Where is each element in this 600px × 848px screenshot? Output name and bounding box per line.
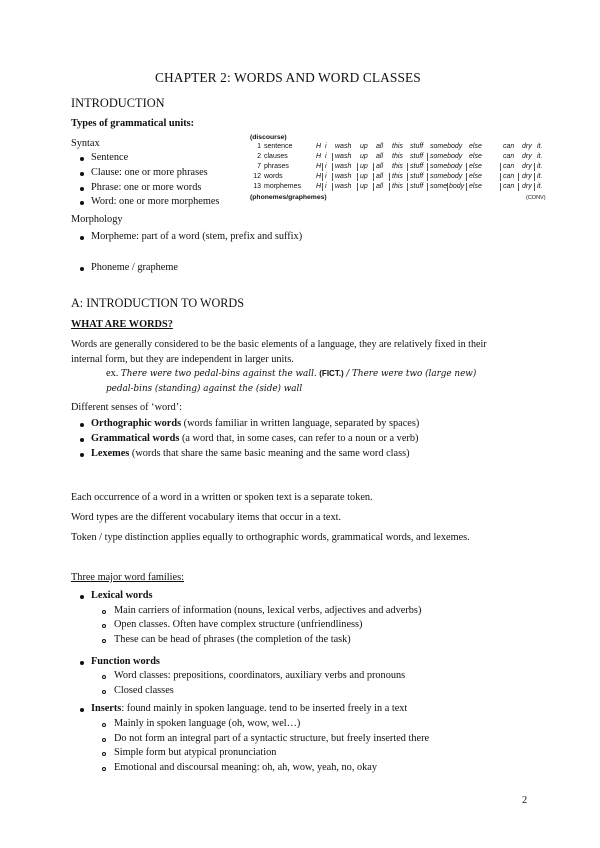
inserts-line: [91, 702, 407, 716]
unit-boundary: [389, 183, 390, 191]
morphology-item: Phoneme / grapheme: [91, 262, 178, 273]
sense-term: Lexemes: [91, 448, 130, 459]
unit-boundary: [427, 173, 428, 181]
bullet-icon: [80, 172, 84, 176]
unit-word: up: [360, 183, 368, 190]
unit-word: all: [376, 173, 384, 180]
unit-word: this: [392, 143, 403, 150]
row-name: words: [264, 173, 283, 180]
inserts-item: Do not form an integral part of a syntactic structure, but freely inserted there: [114, 733, 430, 744]
row-number: 7: [257, 163, 261, 170]
unit-word: dry: [522, 153, 532, 160]
lexical-item: These can be head of phrases (the completion of the task): [114, 634, 351, 645]
types-line: Word types are the different vocabulary items that occur in a text.: [71, 512, 342, 523]
families-heading: Three major word families:: [71, 572, 184, 583]
unit-word: body: [449, 183, 465, 190]
unit-word: H: [316, 163, 322, 170]
unit-word: it.: [537, 173, 543, 180]
unit-word: stuff: [410, 183, 424, 190]
unit-word: somebody: [430, 143, 463, 150]
unit-word: stuff: [410, 143, 424, 150]
unit-boundary: [332, 183, 333, 191]
unit-boundary: [322, 183, 323, 191]
unit-word: some: [430, 183, 448, 190]
unit-boundary: [332, 173, 333, 181]
unit-word: dry: [522, 183, 532, 190]
unit-word: up: [360, 163, 368, 170]
unit-word: H: [316, 143, 322, 150]
row-name: phrases: [264, 163, 289, 170]
unit-boundary: [500, 163, 501, 171]
unit-word: can: [503, 163, 515, 170]
unit-word: H: [316, 173, 322, 180]
sense-desc: (words familiar in written language, separated by spaces): [181, 418, 420, 429]
para1-line2: internal form, but they are independent in larger units.: [71, 354, 294, 365]
unit-word: this: [392, 183, 403, 190]
circle-bullet-icon: [102, 675, 106, 679]
function-item: Closed classes: [114, 685, 174, 696]
lexical-item: Main carriers of information (nouns, lexical verbs, adjectives and adverbs): [114, 605, 422, 616]
unit-boundary: [466, 163, 467, 171]
unit-word: i: [325, 183, 327, 190]
unit-word: i: [325, 153, 327, 160]
unit-boundary: [373, 183, 374, 191]
unit-word: all: [376, 163, 384, 170]
conv-tag: (CONV): [526, 195, 546, 201]
unit-word: dry: [522, 143, 532, 150]
unit-word: else: [469, 153, 482, 160]
unit-boundary: [357, 183, 358, 191]
unit-word: dry: [522, 173, 532, 180]
bullet-icon: [80, 201, 84, 205]
unit-word: dry: [522, 163, 532, 170]
unit-word: can: [503, 143, 515, 150]
lexical-item: Open classes. Often have complex structure (unfriendliness): [114, 619, 363, 630]
sense-item: [91, 447, 410, 461]
unit-word: else: [469, 143, 482, 150]
intro-heading: INTRODUCTION: [71, 96, 165, 110]
unit-word: it.: [537, 143, 543, 150]
unit-boundary: [427, 183, 428, 191]
example-sentence: There were two pedal-bins against the wall.: [120, 369, 317, 379]
page-number: 2: [522, 795, 528, 806]
inserts-title: Inserts: [91, 703, 122, 714]
unit-word: somebody: [430, 153, 463, 160]
row-number: 2: [257, 153, 261, 160]
row-name: morphemes: [264, 183, 301, 190]
unit-word: up: [360, 173, 368, 180]
unit-word: stuff: [410, 153, 424, 160]
unit-boundary: [357, 173, 358, 181]
unit-boundary: [447, 183, 448, 191]
unit-word: somebody: [430, 163, 463, 170]
unit-word: else: [469, 183, 482, 190]
unit-word: wash: [335, 153, 352, 160]
example-line2: pedal-bins (standing) against the (side) wall: [106, 384, 303, 394]
sense-term: Grammatical words: [91, 433, 180, 444]
syntax-item: Phrase: one or more words: [91, 182, 202, 193]
unit-word: H: [316, 183, 322, 190]
bullet-icon: [80, 453, 84, 457]
unit-boundary: [322, 173, 323, 181]
unit-boundary: [534, 173, 535, 181]
row-number: 13: [253, 183, 261, 190]
function-title: Function words: [91, 656, 160, 667]
unit-word: it.: [537, 163, 543, 170]
unit-boundary: [389, 173, 390, 181]
inserts-desc: : found mainly in spoken language. tend to be inserted freely in a text: [121, 703, 408, 714]
unit-word: all: [376, 143, 384, 150]
unit-boundary: [407, 183, 408, 191]
types-label: Types of grammatical units:: [71, 118, 195, 129]
sense-desc: (words that share the same basic meaning and the same word class): [129, 448, 410, 459]
sense-item: [91, 417, 419, 431]
syntax-item: Word: one or more morphemes: [91, 196, 220, 207]
bullet-icon: [80, 595, 84, 599]
function-item: Word classes: prepositions, coordinators, auxiliary verbs and pronouns: [114, 670, 406, 681]
syntax-item: Clause: one or more phrases: [91, 167, 208, 178]
unit-word: i: [325, 163, 327, 170]
unit-word: wash: [335, 183, 352, 190]
unit-word: somebody: [430, 173, 463, 180]
bullet-icon: [80, 187, 84, 191]
morphology-item: Morpheme: part of a word (stem, prefix and suffix): [91, 231, 303, 242]
unit-boundary: [500, 183, 501, 191]
circle-bullet-icon: [102, 752, 106, 756]
unit-boundary: [518, 173, 519, 181]
example-expanded: / There were two (large new): [346, 369, 477, 379]
unit-boundary: [373, 173, 374, 181]
bullet-icon: [80, 438, 84, 442]
unit-boundary: [534, 163, 535, 171]
circle-bullet-icon: [102, 723, 106, 727]
unit-boundary: [332, 153, 333, 161]
unit-boundary: [332, 163, 333, 171]
unit-boundary: [534, 183, 535, 191]
sense-term: Orthographic words: [91, 418, 182, 429]
unit-boundary: [357, 163, 358, 171]
row-number: 12: [253, 173, 261, 180]
unit-word: can: [503, 153, 515, 160]
unit-boundary: [407, 173, 408, 181]
what-are-words-heading: WHAT ARE WORDS?: [71, 319, 173, 330]
senses-label: Different senses of ‘word’:: [71, 402, 183, 413]
unit-boundary: [322, 163, 323, 171]
unit-word: all: [376, 183, 384, 190]
morphology-label: Morphology: [71, 214, 123, 225]
token-line: Each occurrence of a word in a written or spoken text is a separate token.: [71, 492, 373, 503]
unit-word: this: [392, 163, 403, 170]
unit-word: else: [469, 173, 482, 180]
unit-word: wash: [335, 173, 352, 180]
circle-bullet-icon: [102, 610, 106, 614]
unit-word: it.: [537, 183, 543, 190]
distinction-line: Token / type distinction applies equally to orthographic words, grammatical words, and lexemes.: [71, 532, 470, 543]
syntax-item: Sentence: [91, 152, 129, 163]
sense-desc: (a word that, in some cases, can refer to a noun or a verb): [179, 433, 419, 444]
unit-word: stuff: [410, 163, 424, 170]
unit-word: this: [392, 173, 403, 180]
unit-word: all: [376, 153, 384, 160]
unit-word: i: [325, 173, 327, 180]
row-name: sentence: [264, 143, 293, 150]
unit-boundary: [373, 163, 374, 171]
inserts-item: Emotional and discoursal meaning: oh, ah, wow, yeah, no, okay: [114, 762, 377, 773]
circle-bullet-icon: [102, 767, 106, 771]
para1-line1: Words are generally considered to be the basic elements of a language, they are relatively fixed in their: [71, 339, 487, 350]
fict-tag: (FICT.): [319, 369, 344, 378]
unit-boundary: [427, 153, 428, 161]
unit-word: it.: [537, 153, 543, 160]
bullet-icon: [80, 423, 84, 427]
circle-bullet-icon: [102, 639, 106, 643]
bullet-icon: [80, 157, 84, 161]
table-top-label: (discourse): [250, 134, 287, 141]
unit-word: else: [469, 163, 482, 170]
circle-bullet-icon: [102, 624, 106, 628]
unit-word: up: [360, 153, 368, 160]
row-number: 1: [257, 143, 261, 150]
sense-item: [91, 432, 418, 446]
unit-word: wash: [335, 143, 352, 150]
unit-word: H: [316, 153, 322, 160]
unit-boundary: [466, 173, 467, 181]
unit-word: this: [392, 153, 403, 160]
unit-word: up: [360, 143, 368, 150]
inserts-item: Simple form but atypical pronunciation: [114, 747, 277, 758]
syntax-label: Syntax: [71, 138, 100, 149]
unit-word: can: [503, 173, 515, 180]
table-bottom-label: (phonemes/graphemes): [250, 194, 327, 201]
unit-boundary: [427, 163, 428, 171]
chapter-title: CHAPTER 2: WORDS AND WORD CLASSES: [155, 70, 421, 85]
unit-word: can: [503, 183, 515, 190]
example-line1: [106, 367, 476, 381]
inserts-item: Mainly in spoken language (oh, wow, wel…): [114, 718, 301, 729]
row-name: clauses: [264, 153, 288, 160]
unit-boundary: [407, 163, 408, 171]
unit-boundary: [518, 183, 519, 191]
section-a-heading: A: INTRODUCTION TO WORDS: [71, 296, 244, 310]
unit-word: stuff: [410, 173, 424, 180]
bullet-icon: [80, 661, 84, 665]
circle-bullet-icon: [102, 690, 106, 694]
bullet-icon: [80, 267, 84, 271]
example-prefix: ex.: [106, 368, 119, 379]
bullet-icon: [80, 708, 84, 712]
bullet-icon: [80, 236, 84, 240]
unit-word: wash: [335, 163, 352, 170]
unit-boundary: [500, 173, 501, 181]
lexical-title: Lexical words: [91, 590, 153, 601]
circle-bullet-icon: [102, 738, 106, 742]
unit-boundary: [466, 183, 467, 191]
unit-word: i: [325, 143, 327, 150]
